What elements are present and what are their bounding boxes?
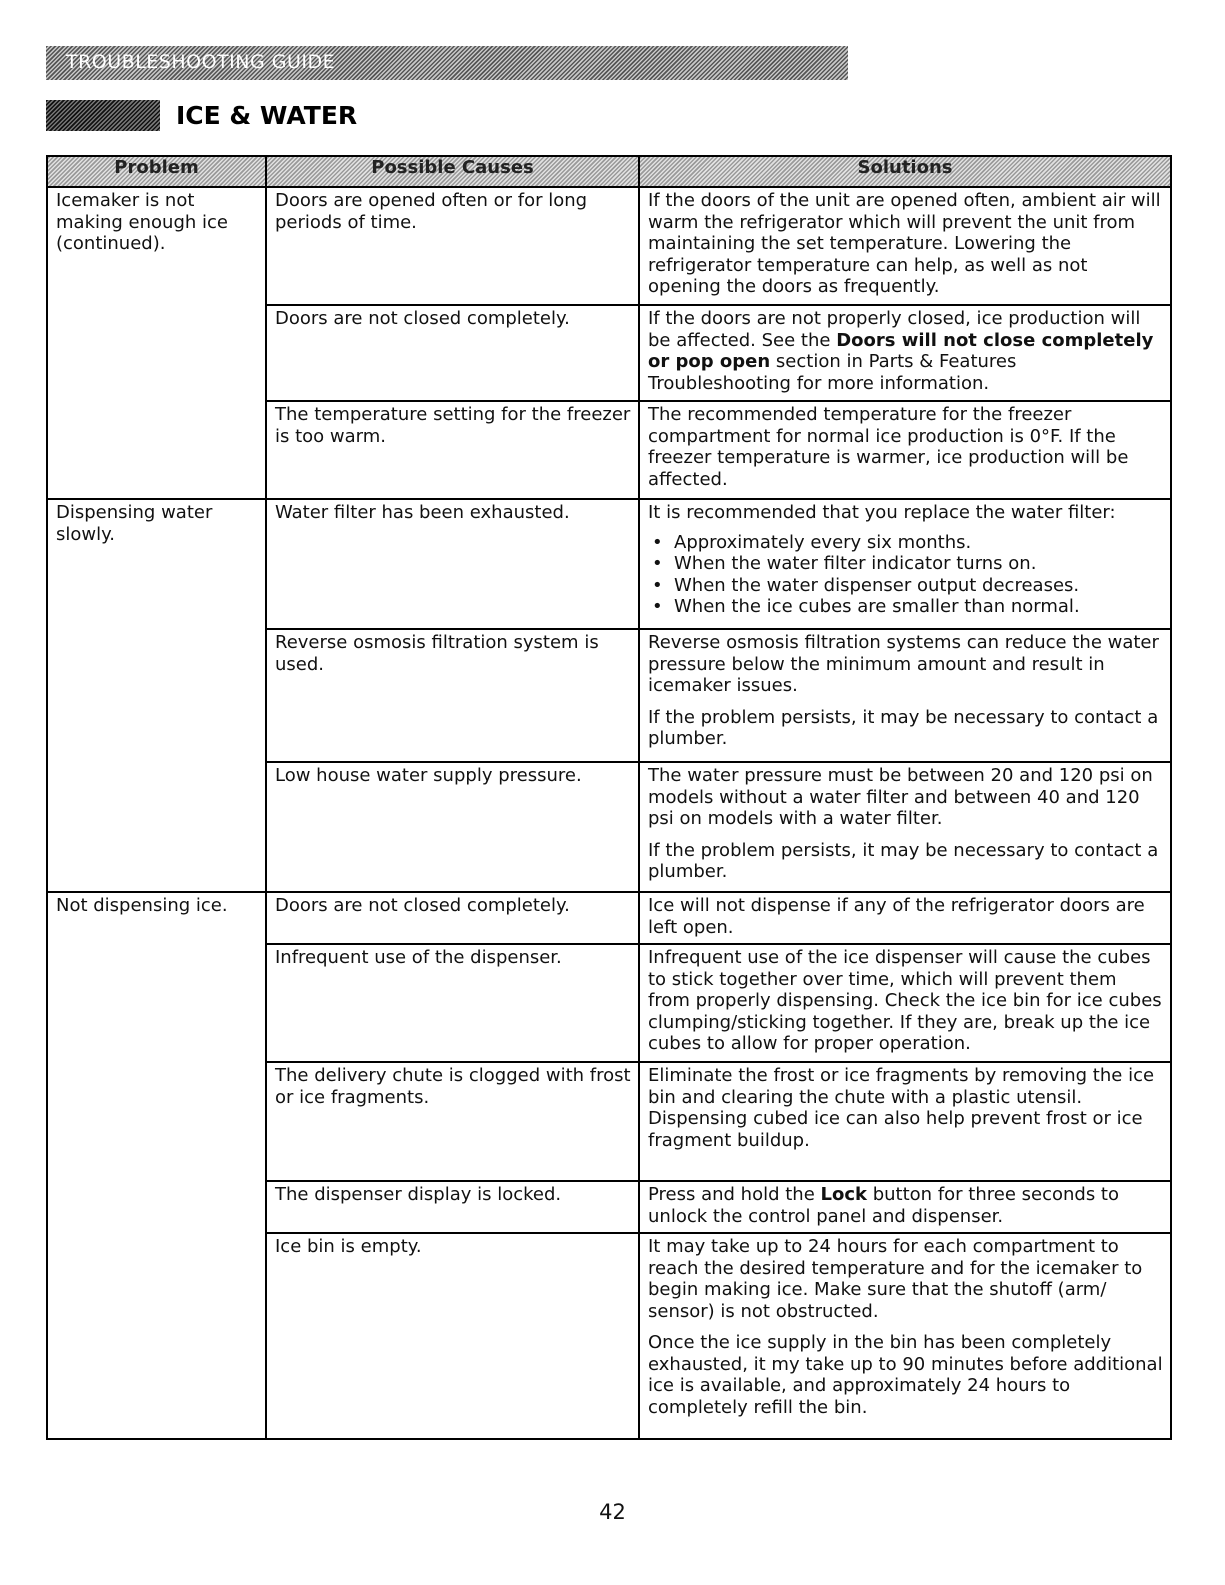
solution-text	[648, 1184, 1164, 1227]
list-item: • When the water dispenser output decreases.	[674, 575, 1164, 597]
solution-text	[648, 308, 1164, 394]
solution-text: If the problem persists, it may be necessary to contact a plumber.	[648, 706, 1159, 749]
solution-cell	[639, 762, 1171, 892]
solution-cell	[639, 892, 1171, 944]
cause-cell: Reverse osmosis filtration system is used.	[266, 629, 639, 762]
solution-text: Reverse osmosis filtration systems can reduce the water pressure below the minimum amount and result in icemaker issues.	[648, 632, 1159, 696]
solution-text: It is recommended that you replace the water filter:	[648, 502, 1116, 523]
troubleshooting-table	[46, 155, 1172, 1440]
solution-text: Ice will not dispense if any of the refrigerator doors are left open.	[648, 895, 1145, 938]
table-row	[47, 187, 1171, 305]
cause-cell: The dispenser display is locked.	[266, 1181, 639, 1233]
table-row	[47, 892, 1171, 944]
cause-cell: Water filter has been exhausted.	[266, 499, 639, 629]
header-solutions: Solutions	[639, 156, 1171, 187]
cause-cell: Infrequent use of the dispenser.	[266, 944, 639, 1062]
page-number: 42	[599, 1500, 626, 1524]
solution-cell	[639, 1062, 1171, 1181]
cause-cell: The delivery chute is clogged with frost or ice fragments.	[266, 1062, 639, 1181]
problem-cell: Dispensing water slowly.	[47, 499, 266, 892]
solution-cell	[639, 1233, 1171, 1439]
table-header-row	[47, 156, 1171, 187]
header-possible-causes: Possible Causes	[266, 156, 639, 187]
header-problem: Problem	[47, 156, 266, 187]
cause-cell: Low house water supply pressure.	[266, 762, 639, 892]
list-item: • When the ice cubes are smaller than normal.	[674, 596, 1164, 618]
cause-cell: Doors are not closed completely.	[266, 892, 639, 944]
solution-cell	[639, 305, 1171, 401]
section-reference: Doors will not close completely or pop open	[648, 329, 1154, 372]
solution-text-start: Press and hold the	[648, 1184, 821, 1205]
list-item: • Approximately every six months.	[674, 532, 1164, 554]
solution-text: Once the ice supply in the bin has been completely exhausted, it my take up to 90 minutes before additional ice is available, and approximately 24 hours to completely refill the bin.	[648, 1332, 1163, 1418]
solution-text-end: button for three seconds to unlock the control panel and dispenser.	[648, 1184, 1119, 1227]
section-banner	[46, 46, 848, 80]
solution-cell	[639, 1181, 1171, 1233]
solution-text: It may take up to 24 hours for each compartment to reach the desired temperature and for the icemaker to begin making ice. Make sure that the shutoff (arm/ sensor) is not obstructed.	[648, 1236, 1143, 1322]
solution-cell	[639, 499, 1171, 629]
table-row	[47, 499, 1171, 629]
solution-text: Infrequent use of the ice dispenser will cause the cubes to stick together over time, which will prevent them from properly dispensing. Check the ice bin for ice cubes clumping/sticking together. If they are, break up the ice cubes to allow for proper operation.	[648, 947, 1162, 1054]
replacement-list	[648, 532, 1164, 618]
solution-text-start: If the doors are not properly closed, ice production will be affected. See the	[648, 308, 1141, 351]
solution-cell	[639, 629, 1171, 762]
cause-cell: Ice bin is empty.	[266, 1233, 639, 1439]
solution-text: The recommended temperature for the freezer compartment for normal ice production is 0°F. If the freezer temperature is warmer, ice production will be affected.	[648, 404, 1129, 490]
solution-text: Eliminate the frost or ice fragments by removing the ice bin and clearing the chute with a plastic utensil. Dispensing cubed ice can also help prevent frost or ice fragment buildup.	[648, 1065, 1155, 1151]
section-marker	[46, 100, 160, 131]
cause-cell: The temperature setting for the freezer is too warm.	[266, 401, 639, 499]
solution-text: If the doors of the unit are opened often, ambient air will warm the refrigerator which will prevent the unit from maintaining the set temperature. Lowering the refrigerator temperature can help, as well as not opening the doors as frequently.	[648, 190, 1161, 297]
solution-cell	[639, 944, 1171, 1062]
problem-cell: Icemaker is not making enough ice (continued).	[47, 187, 266, 499]
banner-title: TROUBLESHOOTING GUIDE	[66, 51, 336, 73]
problem-cell: Not dispensing ice.	[47, 892, 266, 1439]
section-title: ICE & WATER	[176, 101, 358, 130]
lock-button-reference: Lock	[820, 1184, 867, 1205]
solution-text: The water pressure must be between 20 and 120 psi on models without a water filter and between 40 and 120 psi on models with a water filter.	[648, 765, 1153, 829]
cause-cell: Doors are not closed completely.	[266, 305, 639, 401]
list-item: • When the water filter indicator turns on.	[674, 553, 1164, 575]
solution-text-end: section in Parts & Features Troubleshooting for more information.	[648, 351, 1017, 394]
cause-cell: Doors are opened often or for long periods of time.	[266, 187, 639, 305]
solution-cell	[639, 187, 1171, 305]
solution-text: If the problem persists, it may be necessary to contact a plumber.	[648, 839, 1159, 882]
solution-cell	[639, 401, 1171, 499]
